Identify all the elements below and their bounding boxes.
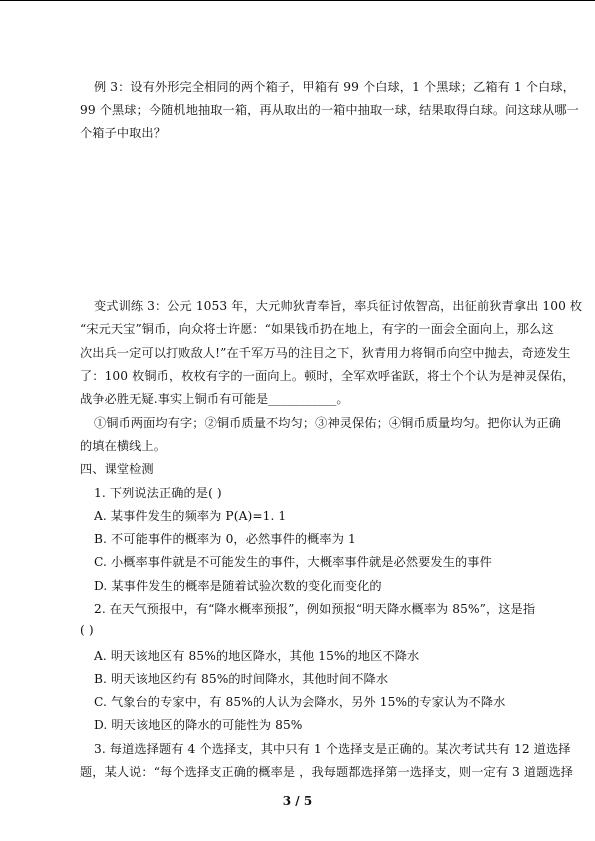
page-number: 3 / 5 — [282, 794, 313, 808]
variant3-line-4: 了：100 枚铜币，枚枚有字的一面向上。顿时，全军欢呼雀跃，将士个个认为是神灵保佑， — [80, 369, 575, 383]
q2-option-c: C. 气象台的专家中，有 85%的人认为会降水，另外 15%的专家认为不降水 — [94, 695, 506, 709]
variant3-options-line-2: 的填在横线上。 — [80, 439, 167, 453]
q3-line-1: 3. 每道选择题有 4 个选择支，其中只有 1 个选择支是正确的。某次考试共有 12 道选择 — [94, 742, 571, 756]
q2-paren: ( ) — [80, 623, 94, 637]
q1-stem: 1. 下列说法正确的是( ) — [94, 486, 222, 500]
q2-stem: 2. 在天气预报中，有“降水概率预报”，例如预报“明天降水概率为 85%”，这是指 — [94, 602, 536, 616]
variant3-line-1: 变式训练 3：公元 1053 年，大元帅狄青奉旨，率兵征讨侬智高，出征前狄青拿出 100 枚 — [94, 299, 583, 313]
q3-line-2: 题，某人说：“每个选择支正确的概率是 ，我每题都选择第一选择支，则一定有 3 道题选择 — [80, 765, 574, 779]
q2-option-a: A. 明天该地区有 85%的地区降水，其他 15%的地区不降水 — [94, 649, 420, 663]
variant3-options-line-1: ①铜币两面均有字；②铜币质量不均匀；③神灵保佑；④铜币质量均匀。把你认为正确 — [94, 416, 561, 430]
q2-option-b: B. 明天该地区约有 85%的时间降水，其他时间不降水 — [94, 672, 389, 686]
q1-option-b: B. 不可能事件的概率为 0，必然事件的概率为 1 — [94, 532, 356, 546]
top-rule — [0, 0, 595, 1]
q1-option-d: D. 某事件发生的概率是随着试验次数的变化而变化的 — [94, 579, 382, 593]
q1-option-a: A. 某事件发生的频率为 P(A)=1. 1 — [94, 509, 287, 523]
section4-heading: 四、课堂检测 — [80, 462, 154, 476]
q1-option-c: C. 小概率事件就是不可能发生的事件，大概率事件就是必然要发生的事件 — [94, 555, 492, 569]
example3-line-1: 例 3：设有外形完全相同的两个箱子，甲箱有 99 个白球，1 个黑球；乙箱有 1 个白球， — [94, 80, 575, 94]
variant3-line-2: “宋元天宝”铜币，向众将士许愿：“如果钱币扔在地上，有字的一面会全面向上，那么这 — [80, 322, 554, 336]
example3-line-2: 99 个黑球；今随机地抽取一箱，再从取出的一箱中抽取一球，结果取得白球。问这球从哪一 — [80, 103, 579, 117]
variant3-line-5: 战争必胜无疑.事实上铜币有可能是___________。 — [80, 392, 349, 406]
example3-line-3: 个箱子中取出？ — [80, 126, 167, 140]
q2-option-d: D. 明天该地区的降水的可能性为 85% — [94, 718, 303, 732]
variant3-line-3: 次出兵一定可以打败敌人!”在千军万马的注目之下，狄青用力将铜币向空中抛去，奇迹发生 — [80, 346, 571, 360]
